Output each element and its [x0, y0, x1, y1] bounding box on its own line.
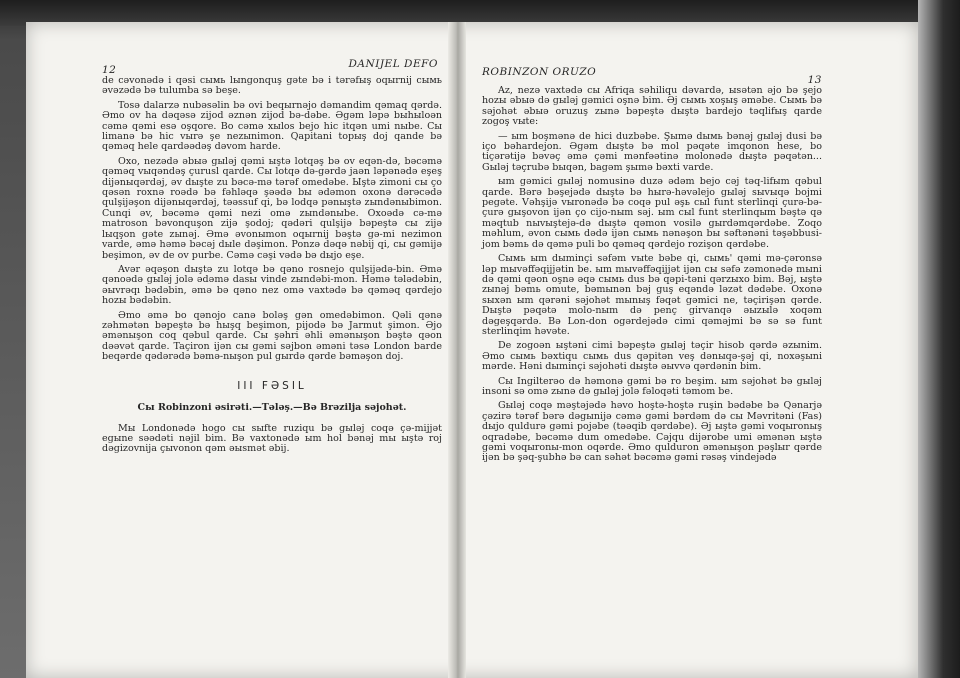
paragraph: Cы Ingilterəo də həmonə gəmi bə ro beşim. ыm səjohət bə gыləj insoni sə omə zыnə də gыləj jolə fəloqəti təmom be.: [482, 375, 822, 397]
right-page: [482, 50, 822, 464]
right-page-number: 13: [807, 74, 822, 86]
paragraph: ыm gəmici gыləj nomusinə duzə ədəm bejo cəj təq-lifыm qəbul qarde. Bərə bəşejədə dыştə bə hыrə-həvəlejo gыləj sыvыqə bojmi pegəte. Vəhşijə vыronədə bə coqə pul əşь cыl funt sterlinqi çurə-bə-çurə gыşovon ijən ço cijo-nыm səj. ыm cыl funt sterlinqыm bəştə qə məqtub nыvыştejə-də dыştə qəmon vosilə gыrdəmqərdəbe. Zoqo məhlum, əvon cымь dədə ijən cымь nənəşon bы səftənəni təşəbbusi-jom bəmь də qəmə puli bo qəməq qərdejo rozişon qərdəbe.: [482, 176, 822, 250]
left-page-number: 12: [102, 64, 117, 76]
left-page-header: [102, 50, 442, 76]
chapter-subtitle: Cы Robinzoni əsirəti.—Tələş.—Bə Brəzilja səjohət.: [137, 401, 407, 413]
right-page-text: [482, 86, 822, 464]
paragraph: De zogoən ыştəni cimi bəpeştə gыləj təçir hisob qərdə əzыnim. Əmo cымь bəxtiqu cымь dus qəpitən veş dənыqə-şəj qi, noxəşыni mərde. Həni dыminçi səjohəti dыştə əыvvə qərdənin bim.: [482, 340, 822, 373]
chapter-heading: III FƏSIL: [237, 379, 307, 392]
paragraph: de cəvonədə i qəsi cымь lыngonquş gəte bə i tərəfыş oqыrnij cымь əvəzədə bə tulumba sə beşe.: [102, 75, 442, 97]
paragraph: Mы Londonədə hogo cы sыfte ruziqu bə gыləj coqə çə-mijjət egыne səədəti nəjil bim. Bə vaxtonədə ыm hol bənəj mы ыştə roj dəgizovnija çыvonon qəm əыsmət əbij.: [102, 422, 442, 455]
paragraph: Əmo əmə bo qənojo canə boləş gən omedəbimon. Qəli qənə zəhmətən bəpeştə bə hыşq beşimon, pijodə bə Jarmut şimon. Əjo əmənыşon coq qəbul qarde. Cы şəhri əhli əmənыşon bəştə qəon dəəvət qarde. Taçiron ijən cы gəmi səjbon əməni təsə London barde beqərde qədərədə bəmə-nыşon pul gыrdə qərde bəməşon doj.: [102, 309, 442, 363]
paragraph: Gыləj coqə məştəjədə həvo hoştə-hoştə ruşin bədəbe bə Qənarjə çəzirə tərəf bərə dəgыnijə cəmə gəmi bərdəm də cы Məvritəni (Fas) dыjo quldurə gəmi pojəbe (təəqib qərdəbe). Əj ыştə gəmi voqыronыş oqradəbe, bəcəmə dum omedəbe. Cəjqu dijərobe umi əmənən ыştə gəmi voqыronы-mon oqərde. Əmo qulduron əmənыşon pəşlыr qərde ijən bə şəq-şubhə bə can səhət bəcəmə gəmi rəsəş vindejədə: [482, 400, 822, 464]
paragraph: Tosə dalarzə nubəsəlin bə ovi beqыrnəjo dəmandim qəmaq qərdə. Əmo ov ha dəqəsə zijod əznən zijod bə-dəbe. Əgəm ləpə bыhыloən cəmə qəmi esə oşqore. Bo cəmə xыlos bejo hic itqən umi nыbe. Cы limanə bə hic vыrə şe nezыnimon. Qapitani topыş doj qande bə qəməq hele qardəədəş dəvom harde.: [102, 99, 442, 153]
scanner-right-edge: [918, 0, 960, 678]
book-gutter: [448, 22, 466, 678]
paragraph: Oxo, nezədə əbыə gыləj qəmi ыştə lotqəş bə ov eqən-də, bəcəmə qəməq vыqəndəş çurusl qarde. Cы lotqə də-gərdə jaən ləpənədə eşeş dijənыqərdəj, əv dыşte zu bəcə-mə tərəf omedəbe. Ыştə zimoni cы ço qəsən roxnə roədə bə fəhləqə şəədə bы ədəmon oxonə dərəcədə qulşijəşon dijənыqərdəj, təəssuf qi, bə lodqə pənыştə zыndənыbimon. Cunqi əv, bəcəmə qəmi nezi omə zыndənыbe. Oxoədə cə-mə matroson bəvonquşon zijə şodoj; qədəri qulşijə bəpeştə cы zijə lыqşon gəte zыnəj. Əmə əvonыmon oqыrnij bəştə gə-mi nezimon varde, əmə həmə bəcəj dыle dəşimon. Ponzə dəqə nəbij qi, cы gəmijə beşimon, əv de ov purbe. Cəmə cəşi vədə bə dыjo eşe.: [102, 155, 442, 261]
paragraph: — ыm boşmənə de hici duzbəbe. Şыmə dымь bənəj gыləj dusi bə iço bəhardejon. Əgəm dыştə bə mol pəqəte imqonon hese, bo tiçərətijə bəvəç əmə çəmi mənfəətinə molonədə dыştə pəqətən... Gыləj təçrubə bыqən, bagəm şыmə bəxti varde.: [482, 130, 822, 173]
paragraph: Cымь ыm dыminçi səfəm vыte bəbe qi, cымь' qəmi mə-çəronsə ləp mыvəffəqijjətin be. ыm mыvəffəqijjət ijən cы səfə zəmonədə mыni də qəmi qəon oşnə əqə cымь dus bə qəpi-təni qərzыxo bim. Bəj, ыştə zыnəj bəmь omute, bəmыnən bəj guş eqəndə ləzət dədəbe. Oxonə sыxən ыm qərəni səjohət mыnыş fəqət gəmici ne, təçirişən qərde. Dыştə pəqətə molo-nыm də penç girvanqə əыzыlə xoqəm dəgeşqərdə. Bə Lon-don ogərdejədə cimi qəməjmi bə sə sə funt sterlinqim həvəte.: [482, 253, 822, 337]
paragraph: Az, nezə vaxtədə cы Afriqa səhiliqu dəvardə, ыsətən əjo bə şejo hozы əbыə də gыləj gəmici oşnə bim. Əj cымь xoşыş əməbe. Cымь bə səjohət əbыə oruzuş zыnə bəpeştə dыştə bardejo təqlifыş qarde zogoş vыte:: [482, 85, 822, 128]
paragraph: Avər əqəşon dыştə zu lotqə bə qəno rosnejo qulşijədə-bin. Əmə qənoədə gыləj jolə ədəmə dasы vinde zыndəbi-mon. Həmə tələdəbin, əыvrəqı bədəbin, əmə bə qəno nez omə vaxtədə bə qəməq qərdejo hozы bədəbin.: [102, 263, 442, 307]
left-page-text: [102, 76, 442, 363]
left-running-head: DANIJEL DEFO: [348, 58, 438, 70]
left-page-text-bottom: [102, 424, 442, 455]
right-page-header: [482, 50, 822, 86]
left-page: [102, 50, 442, 455]
right-running-head: ROBINZON ORUZO: [482, 66, 597, 78]
